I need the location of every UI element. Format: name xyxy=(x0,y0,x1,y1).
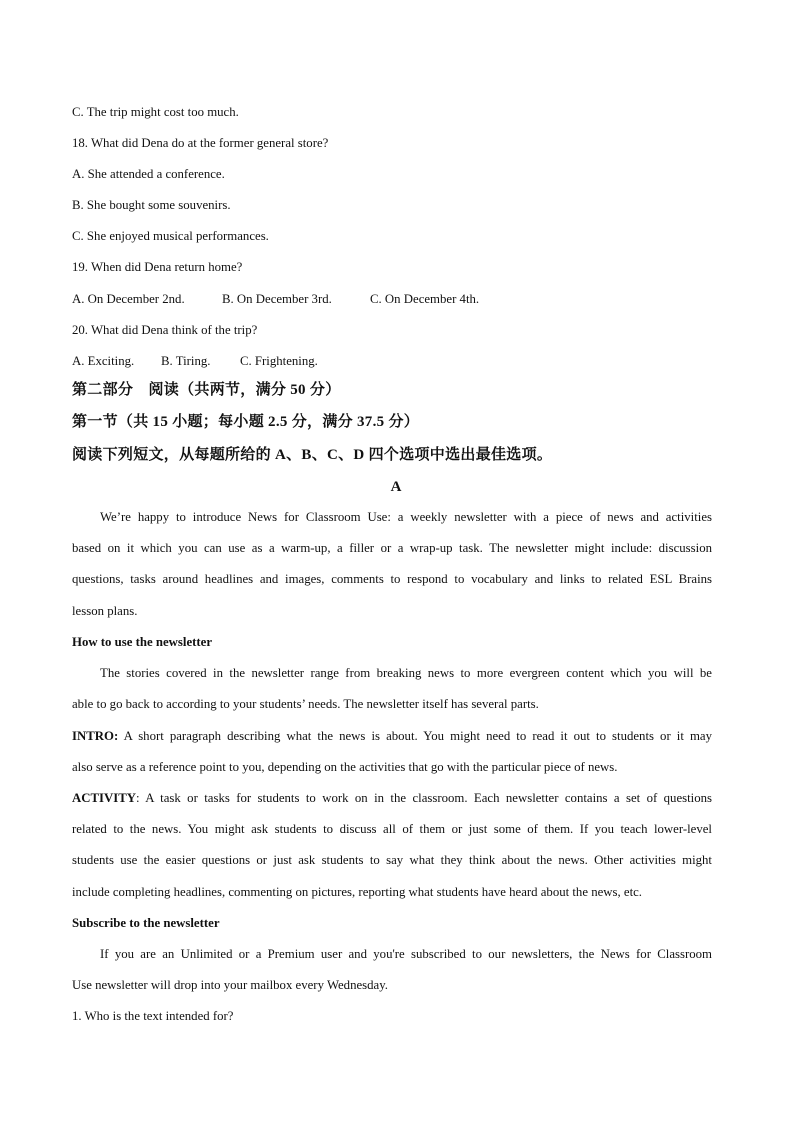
q20-question: 20. What did Dena think of the trip? xyxy=(72,323,258,337)
passage-line: The stories covered in the newsletter range from breaking news to more evergreen content which you will be xyxy=(100,666,712,680)
q19-option-a: A. On December 2nd. xyxy=(72,292,185,306)
part-title: 第二部分 阅读（共两节，满分 50 分） xyxy=(72,382,341,398)
passage-line xyxy=(72,728,712,759)
q20-option-a: A. Exciting. xyxy=(72,354,135,368)
intro-part xyxy=(72,728,712,790)
instruction: 阅读下列短文，从每题所给的 A、B、C、D 四个选项中选出最佳选项。 xyxy=(72,447,553,463)
q18-option-c: C. She enjoyed musical performances. xyxy=(72,229,269,243)
q18-option-b: B. She bought some souvenirs. xyxy=(72,198,231,212)
how-heading: How to use the newsletter xyxy=(72,635,213,649)
passage-line: lesson plans. xyxy=(72,603,138,618)
q20-option-c: C. Frightening. xyxy=(240,354,318,368)
passage-line: students use the easier questions or just ask students to say what they think about the news. Other activities might xyxy=(72,853,712,868)
activity-label: ACTIVITY xyxy=(72,791,136,805)
passage-line: We’re happy to introduce News for Classroom Use: a weekly newsletter with a piece of news and activities xyxy=(100,510,712,524)
q17-option-c: C. The trip might cost too much. xyxy=(72,105,239,119)
q19-options xyxy=(72,291,479,307)
q20-option-b: B. Tiring. xyxy=(161,354,211,368)
how-paragraph xyxy=(72,665,712,727)
passage-line: able to go back to according to your students’ needs. The newsletter itself has several parts. xyxy=(72,697,539,712)
passage-line: questions, tasks around headlines and images, comments to respond to vocabulary and links to related ESL Brains xyxy=(72,572,712,587)
intro-text: A short paragraph describing what the news is about. You might need to read it out to students or it may xyxy=(118,729,712,743)
q19-option-c: C. On December 4th. xyxy=(370,292,480,306)
passage-intro xyxy=(72,509,712,634)
intro-label: INTRO: xyxy=(72,729,119,743)
passage-line: related to the news. You might ask students to discuss all of them or just some of them. If you teach lower-level xyxy=(72,822,712,837)
q20-options xyxy=(72,353,318,369)
passage-label: A xyxy=(390,479,402,495)
q18-option-a: A. She attended a conference. xyxy=(72,167,225,181)
passage-line: Use newsletter will drop into your mailbox every Wednesday. xyxy=(72,978,388,993)
passage-line: also serve as a reference point to you, depending on the activities that go with the particular piece of news. xyxy=(72,760,618,775)
subscribe-heading: Subscribe to the newsletter xyxy=(72,916,220,930)
q18-question: 18. What did Dena do at the former general store? xyxy=(72,136,329,150)
passage-line: If you are an Unlimited or a Premium user and you're subscribed to our newsletters, the News for Classroom xyxy=(100,947,712,961)
q19-option-b: B. On December 3rd. xyxy=(222,292,332,306)
activity-part xyxy=(72,790,712,915)
activity-text: : A task or tasks for students to work on in the classroom. Each newsletter contains a set of questions xyxy=(136,791,712,805)
subscribe-paragraph xyxy=(72,946,712,1008)
passage-line: based on it which you can use as a warm-up, a filler or a wrap-up task. The newsletter might include: discussion xyxy=(72,541,712,556)
q19-question: 19. When did Dena return home? xyxy=(72,260,243,274)
subsection-title: 第一节（共 15 小题；每小题 2.5 分，满分 37.5 分） xyxy=(72,414,420,430)
question-1: 1. Who is the text intended for? xyxy=(72,1009,234,1023)
passage-line xyxy=(72,790,712,821)
passage-line: include completing headlines, commenting on pictures, reporting what students have heard about the news, etc. xyxy=(72,884,643,899)
